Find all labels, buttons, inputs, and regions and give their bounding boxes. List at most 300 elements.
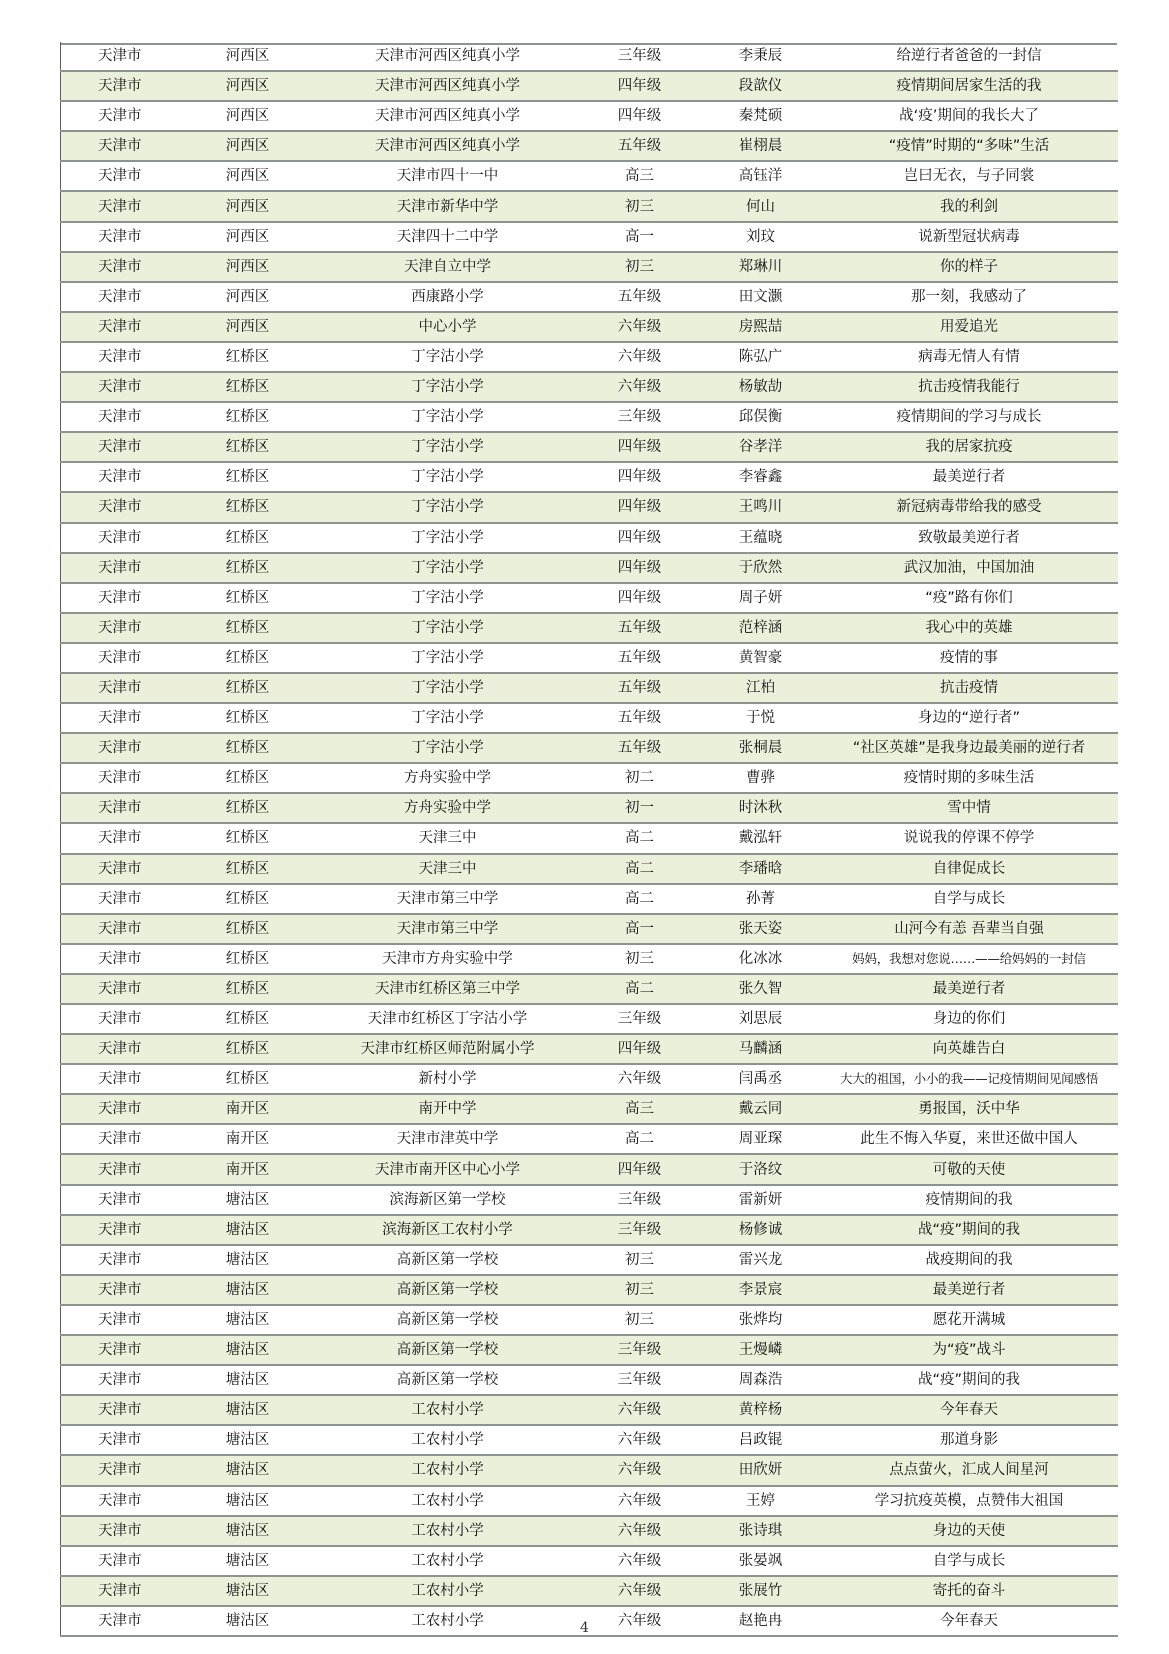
table-row: [61, 1034, 1118, 1064]
district-cell: 河西区: [225, 48, 270, 65]
essay-title-cell: 说说我的停课不停学: [903, 830, 1035, 847]
student-name-cell: 杨修诚: [701, 1215, 821, 1245]
table-row: [61, 1004, 1118, 1034]
student-name-cell: 周子妍: [738, 589, 783, 606]
student-name-cell: 田欣妍: [701, 1455, 821, 1485]
table-row: [61, 793, 1118, 823]
student-name-cell: 杨敏劼: [701, 372, 821, 402]
grade-cell: 六年级: [617, 1612, 662, 1629]
district-cell: 塘沽区: [225, 1191, 270, 1208]
school-cell: 丁字沽小学: [411, 348, 484, 365]
grade-cell: 四年级: [579, 553, 701, 583]
district-cell: 塘沽区: [225, 1251, 270, 1268]
city-cell: 天津市: [61, 1215, 179, 1245]
table-row: [61, 492, 1118, 522]
city-cell: 天津市: [61, 1546, 179, 1576]
district-cell: 红桥区: [179, 613, 317, 643]
school-cell: 丁字沽小学: [317, 432, 579, 462]
grade-cell: 六年级: [579, 312, 701, 342]
table-row: [61, 1425, 1118, 1455]
essay-title-cell: 致敬最美逆行者: [918, 529, 1020, 546]
essay-title-cell: 此生不悔入华夏，来世还做中国人: [860, 1131, 1078, 1148]
student-name-cell: 张久智: [701, 974, 821, 1004]
grade-cell: 四年级: [617, 589, 662, 606]
grade-cell: 三年级: [617, 409, 662, 426]
city-cell: 天津市: [61, 222, 179, 252]
student-name-cell: 王鸣川: [701, 492, 821, 522]
district-cell: 塘沽区: [179, 1455, 317, 1485]
city-cell: 天津市: [61, 1124, 179, 1154]
city-cell: 天津市: [61, 1094, 179, 1124]
grade-cell: 五年级: [579, 733, 701, 763]
essay-title-cell: 勇报国，沃中华: [821, 1094, 1118, 1124]
table-row: [61, 1576, 1118, 1606]
city-cell: 天津市: [61, 161, 179, 191]
essay-title-cell: 最美逆行者: [821, 1275, 1118, 1305]
essay-title-cell: 身边的“逆行者”: [917, 710, 1021, 727]
essay-title-cell: 今年春天: [821, 1395, 1118, 1425]
city-cell: 天津市: [61, 823, 179, 853]
table-row: [61, 1275, 1118, 1305]
student-name-cell: 孙菁: [746, 890, 775, 907]
student-name-cell: 谷孝洋: [701, 432, 821, 462]
city-cell: 天津市: [61, 252, 179, 282]
school-cell: 滨海新区工农村小学: [317, 1215, 579, 1245]
grade-cell: 六年级: [617, 1492, 662, 1509]
district-cell: 红桥区: [179, 974, 317, 1004]
school-cell: 天津市第三中学: [396, 890, 499, 907]
table-row: [61, 1154, 1118, 1184]
city-cell: 天津市: [61, 673, 179, 703]
essay-title-cell: 我的居家抗疫: [821, 432, 1118, 462]
city-cell: 天津市: [61, 583, 179, 613]
city-cell: 天津市: [61, 1305, 179, 1335]
district-cell: 塘沽区: [179, 1395, 317, 1425]
awards-table-container: [60, 42, 1117, 1637]
school-cell: 天津市红桥区第三中学: [317, 974, 579, 1004]
grade-cell: 三年级: [617, 48, 662, 65]
city-cell: 天津市: [61, 312, 179, 342]
table-row: [61, 884, 1118, 914]
student-name-cell: 于悦: [746, 710, 775, 727]
grade-cell: 高二: [625, 1131, 654, 1148]
table-row: [61, 523, 1118, 553]
grade-cell: 初二: [625, 770, 654, 787]
grade-cell: 三年级: [579, 1335, 701, 1365]
city-cell: 天津市: [61, 613, 179, 643]
school-cell: 天津三中: [418, 830, 477, 847]
grade-cell: 三年级: [617, 1372, 662, 1389]
district-cell: 塘沽区: [179, 1516, 317, 1546]
school-cell: 工农村小学: [317, 1576, 579, 1606]
school-cell: 天津四十二中学: [396, 228, 499, 245]
district-cell: 塘沽区: [225, 1612, 270, 1629]
essay-title-cell: 新冠病毒带给我的感受: [821, 492, 1118, 522]
essay-title-cell: 自学与成长: [932, 1552, 1006, 1569]
essay-title-cell: 战“疫”期间的我: [821, 1215, 1118, 1245]
city-cell: 天津市: [61, 492, 179, 522]
city-cell: 天津市: [61, 914, 179, 944]
table-row: [61, 733, 1118, 763]
essay-title-cell: 武汉加油，中国加油: [821, 553, 1118, 583]
school-cell: 丁字沽小学: [411, 409, 484, 426]
school-cell: 工农村小学: [411, 1432, 484, 1449]
student-name-cell: 李璠晗: [701, 854, 821, 884]
table-row: [61, 1395, 1118, 1425]
student-name-cell: 高钰洋: [738, 168, 783, 185]
table-row: [61, 673, 1118, 703]
student-name-cell: 房熙喆: [701, 312, 821, 342]
student-name-cell: 于洛纹: [701, 1154, 821, 1184]
grade-cell: 高二: [579, 854, 701, 884]
city-cell: 天津市: [61, 342, 179, 372]
grade-cell: 四年级: [617, 108, 662, 125]
table-row: [61, 583, 1118, 613]
grade-cell: 五年级: [617, 288, 662, 305]
table-row: [61, 553, 1118, 583]
school-cell: 西康路小学: [411, 288, 484, 305]
city-cell: 天津市: [61, 101, 179, 131]
table-row: [61, 1215, 1118, 1245]
essay-title-cell: 点点萤火，汇成人间星河: [821, 1455, 1118, 1485]
essay-title-cell: “疫”路有你们: [925, 589, 1013, 606]
district-cell: 红桥区: [179, 914, 317, 944]
district-cell: 河西区: [179, 71, 317, 101]
table-row: [61, 402, 1118, 432]
school-cell: 天津市红桥区丁字沽小学: [367, 1011, 528, 1028]
district-cell: 南开区: [179, 1094, 317, 1124]
school-cell: 高新区第一学校: [317, 1275, 579, 1305]
district-cell: 红桥区: [179, 733, 317, 763]
district-cell: 红桥区: [225, 469, 270, 486]
district-cell: 红桥区: [225, 710, 270, 727]
school-cell: 高新区第一学校: [396, 1311, 499, 1328]
table-row: [61, 703, 1118, 733]
table-row: [61, 342, 1118, 372]
grade-cell: 三年级: [617, 1191, 662, 1208]
grade-cell: 六年级: [579, 1576, 701, 1606]
city-cell: 天津市: [61, 854, 179, 884]
student-name-cell: 郑琳川: [701, 252, 821, 282]
city-cell: 天津市: [61, 1034, 179, 1064]
student-name-cell: 张晏飒: [738, 1552, 783, 1569]
school-cell: 天津市河西区纯真小学: [375, 108, 520, 125]
table-row: [61, 222, 1118, 252]
district-cell: 红桥区: [225, 589, 270, 606]
table-row: [61, 1455, 1118, 1485]
city-cell: 天津市: [61, 1185, 179, 1215]
essay-title-cell: 战“疫”期间的我: [917, 1372, 1021, 1389]
table-row: [61, 161, 1118, 191]
city-cell: 天津市: [61, 372, 179, 402]
city-cell: 天津市: [61, 432, 179, 462]
essay-title-cell: 身边的你们: [932, 1011, 1006, 1028]
student-name-cell: 江柏: [701, 673, 821, 703]
district-cell: 塘沽区: [225, 1492, 270, 1509]
district-cell: 塘沽区: [225, 1372, 270, 1389]
table-row: [61, 1486, 1118, 1516]
district-cell: 河西区: [179, 191, 317, 221]
student-name-cell: 雷新妍: [738, 1191, 783, 1208]
student-name-cell: 时沐秋: [701, 793, 821, 823]
city-cell: 天津市: [61, 1486, 179, 1516]
school-cell: 工农村小学: [411, 1492, 484, 1509]
student-name-cell: 崔栩晨: [701, 131, 821, 161]
city-cell: 天津市: [61, 1154, 179, 1184]
city-cell: 天津市: [61, 1335, 179, 1365]
district-cell: 红桥区: [179, 673, 317, 703]
school-cell: 丁字沽小学: [317, 372, 579, 402]
district-cell: 南开区: [225, 1131, 270, 1148]
table-row: [61, 613, 1118, 643]
student-name-cell: 张烨均: [738, 1311, 783, 1328]
school-cell: 丁字沽小学: [411, 710, 484, 727]
district-cell: 塘沽区: [179, 1275, 317, 1305]
school-cell: 天津市河西区纯真小学: [375, 48, 520, 65]
city-cell: 天津市: [61, 1064, 179, 1094]
grade-cell: 高三: [579, 1094, 701, 1124]
city-cell: 天津市: [61, 763, 179, 793]
essay-title-cell: 抗击疫情我能行: [821, 372, 1118, 402]
essay-title-cell: 给逆行者爸爸的一封信: [896, 48, 1042, 65]
district-cell: 塘沽区: [225, 1552, 270, 1569]
table-row: [61, 763, 1118, 793]
essay-title-cell: 说新型冠状病毒: [918, 228, 1020, 245]
district-cell: 塘沽区: [225, 1432, 270, 1449]
district-cell: 红桥区: [225, 1071, 270, 1088]
city-cell: 天津市: [61, 1425, 179, 1455]
student-name-cell: 王熳嶙: [701, 1335, 821, 1365]
essay-title-cell: 我的利剑: [821, 191, 1118, 221]
district-cell: 塘沽区: [179, 1215, 317, 1245]
grade-cell: 三年级: [617, 1011, 662, 1028]
school-cell: 工农村小学: [317, 1455, 579, 1485]
school-cell: 丁字沽小学: [411, 589, 484, 606]
city-cell: 天津市: [61, 1275, 179, 1305]
school-cell: 天津市津英中学: [396, 1131, 499, 1148]
student-name-cell: 田文灏: [738, 288, 783, 305]
student-name-cell: 黄智豪: [738, 649, 783, 666]
student-name-cell: 马麟涵: [701, 1034, 821, 1064]
table-row: [61, 462, 1118, 492]
student-name-cell: 闫禹丞: [738, 1071, 783, 1088]
essay-title-cell: 自律促成长: [821, 854, 1118, 884]
grade-cell: 五年级: [617, 710, 662, 727]
student-name-cell: 段歆仪: [701, 71, 821, 101]
school-cell: 南开中学: [317, 1094, 579, 1124]
grade-cell: 四年级: [617, 529, 662, 546]
school-cell: 天津市南开区中心小学: [317, 1154, 579, 1184]
table-row: [61, 944, 1118, 974]
district-cell: 红桥区: [179, 553, 317, 583]
school-cell: 高新区第一学校: [317, 1335, 579, 1365]
school-cell: 工农村小学: [317, 1395, 579, 1425]
grade-cell: 六年级: [617, 1552, 662, 1569]
essay-title-cell: 病毒无情人有情: [918, 348, 1020, 365]
grade-cell: 六年级: [617, 348, 662, 365]
district-cell: 红桥区: [179, 372, 317, 402]
school-cell: 滨海新区第一学校: [389, 1191, 506, 1208]
table-row: [61, 42, 1118, 71]
district-cell: 河西区: [179, 131, 317, 161]
student-name-cell: 李景宸: [701, 1275, 821, 1305]
essay-title-cell: 为“疫”战斗: [821, 1335, 1118, 1365]
city-cell: 天津市: [61, 1576, 179, 1606]
school-cell: 天津自立中学: [317, 252, 579, 282]
district-cell: 塘沽区: [179, 1335, 317, 1365]
table-row: [61, 282, 1118, 312]
essay-title-cell: 岂曰无衣，与子同裳: [903, 168, 1035, 185]
grade-cell: 五年级: [579, 131, 701, 161]
table-row: [61, 1305, 1118, 1335]
school-cell: 工农村小学: [317, 1516, 579, 1546]
student-name-cell: 李睿鑫: [738, 469, 783, 486]
essay-title-cell: 抗击疫情: [821, 673, 1118, 703]
grade-cell: 高一: [625, 228, 654, 245]
city-cell: 天津市: [61, 462, 179, 492]
district-cell: 红桥区: [179, 1034, 317, 1064]
school-cell: 工农村小学: [411, 1612, 484, 1629]
table-row: [61, 1546, 1118, 1576]
city-cell: 天津市: [61, 944, 179, 974]
table-row: [61, 432, 1118, 462]
essay-title-cell: 我心中的英雄: [821, 613, 1118, 643]
city-cell: 天津市: [61, 1365, 179, 1395]
grade-cell: 初三: [579, 1275, 701, 1305]
grade-cell: 高二: [625, 830, 654, 847]
essay-title-cell: 向英雄告白: [821, 1034, 1118, 1064]
student-name-cell: 刘玟: [746, 228, 775, 245]
district-cell: 红桥区: [179, 432, 317, 462]
student-name-cell: 赵艳冉: [738, 1612, 783, 1629]
student-name-cell: 黄梓杨: [701, 1395, 821, 1425]
grade-cell: 四年级: [579, 1034, 701, 1064]
district-cell: 塘沽区: [179, 1576, 317, 1606]
district-cell: 红桥区: [225, 950, 270, 967]
grade-cell: 六年级: [579, 1395, 701, 1425]
district-cell: 红桥区: [179, 793, 317, 823]
city-cell: 天津市: [61, 1455, 179, 1485]
city-cell: 天津市: [61, 793, 179, 823]
district-cell: 红桥区: [225, 890, 270, 907]
student-name-cell: 张展竹: [701, 1576, 821, 1606]
essay-title-cell: 那道身影: [940, 1432, 998, 1449]
student-name-cell: 陈弘广: [738, 348, 783, 365]
student-name-cell: 王婷: [746, 1492, 775, 1509]
essay-title-cell: 今年春天: [940, 1612, 998, 1629]
school-cell: 中心小学: [317, 312, 579, 342]
grade-cell: 四年级: [579, 1154, 701, 1184]
grade-cell: 四年级: [579, 432, 701, 462]
table-row: [61, 1245, 1118, 1275]
table-row: [61, 1335, 1118, 1365]
essay-title-cell: 大大的祖国，小小的我——记疫情期间见闻感悟: [839, 1071, 1099, 1087]
essay-title-cell: 愿花开满城: [932, 1311, 1006, 1328]
student-name-cell: 曹骅: [746, 770, 775, 787]
city-cell: 天津市: [61, 71, 179, 101]
table-row: [61, 191, 1118, 221]
student-name-cell: 雷兴龙: [738, 1251, 783, 1268]
grade-cell: 六年级: [617, 1432, 662, 1449]
school-cell: 丁字沽小学: [317, 613, 579, 643]
essay-title-cell: 用爱追光: [821, 312, 1118, 342]
city-cell: 天津市: [61, 131, 179, 161]
school-cell: 丁字沽小学: [317, 492, 579, 522]
district-cell: 红桥区: [225, 649, 270, 666]
city-cell: 天津市: [61, 1606, 179, 1636]
grade-cell: 初三: [625, 950, 654, 967]
essay-title-cell: 战‘疫’期间的我长大了: [899, 108, 1039, 125]
table-row: [61, 1064, 1118, 1094]
district-cell: 河西区: [179, 252, 317, 282]
school-cell: 天津市河西区纯真小学: [317, 131, 579, 161]
grade-cell: 四年级: [617, 469, 662, 486]
school-cell: 丁字沽小学: [317, 553, 579, 583]
district-cell: 南开区: [179, 1154, 317, 1184]
district-cell: 红桥区: [179, 492, 317, 522]
school-cell: 天津市第三中学: [317, 914, 579, 944]
district-cell: 塘沽区: [225, 1311, 270, 1328]
grade-cell: 六年级: [579, 1455, 701, 1485]
essay-title-cell: 你的样子: [821, 252, 1118, 282]
student-name-cell: 张天姿: [701, 914, 821, 944]
district-cell: 红桥区: [225, 529, 270, 546]
table-row: [61, 1094, 1118, 1124]
student-name-cell: 戴泓轩: [738, 830, 783, 847]
city-cell: 天津市: [61, 1516, 179, 1546]
essay-title-cell: 寄托的奋斗: [821, 1576, 1118, 1606]
student-name-cell: 邱俣衡: [738, 409, 783, 426]
grade-cell: 高一: [579, 914, 701, 944]
district-cell: 红桥区: [225, 770, 270, 787]
city-cell: 天津市: [61, 282, 179, 312]
essay-title-cell: 最美逆行者: [932, 469, 1006, 486]
essay-title-cell: 自学与成长: [932, 890, 1006, 907]
table-row: [61, 372, 1118, 402]
school-cell: 丁字沽小学: [411, 649, 484, 666]
district-cell: 河西区: [225, 228, 270, 245]
essay-title-cell: “疫情”时期的“多味”生活: [821, 131, 1118, 161]
awards-table: [60, 42, 1118, 1637]
school-cell: 方舟实验中学: [317, 793, 579, 823]
table-row: [61, 1124, 1118, 1154]
student-name-cell: 戴云同: [701, 1094, 821, 1124]
student-name-cell: 何山: [701, 191, 821, 221]
district-cell: 红桥区: [225, 830, 270, 847]
grade-cell: 四年级: [579, 492, 701, 522]
table-row: [61, 1185, 1118, 1215]
grade-cell: 四年级: [579, 71, 701, 101]
page-number: 4: [580, 1620, 589, 1636]
school-cell: 丁字沽小学: [317, 673, 579, 703]
essay-title-cell: 疫情期间的我: [925, 1191, 1013, 1208]
table-row: [61, 1516, 1118, 1546]
table-row: [61, 643, 1118, 673]
student-name-cell: 化冰冰: [738, 950, 783, 967]
school-cell: 天津市方舟实验中学: [382, 950, 513, 967]
city-cell: 天津市: [61, 191, 179, 221]
school-cell: 高新区第一学校: [396, 1251, 499, 1268]
school-cell: 天津市新华中学: [317, 191, 579, 221]
city-cell: 天津市: [61, 1245, 179, 1275]
city-cell: 天津市: [61, 1395, 179, 1425]
grade-cell: 六年级: [579, 1516, 701, 1546]
essay-title-cell: 身边的天使: [821, 1516, 1118, 1546]
district-cell: 河西区: [179, 312, 317, 342]
essay-title-cell: 学习抗疫英模，点赞伟大祖国: [874, 1492, 1064, 1509]
grade-cell: 五年级: [579, 673, 701, 703]
table-row: [61, 252, 1118, 282]
